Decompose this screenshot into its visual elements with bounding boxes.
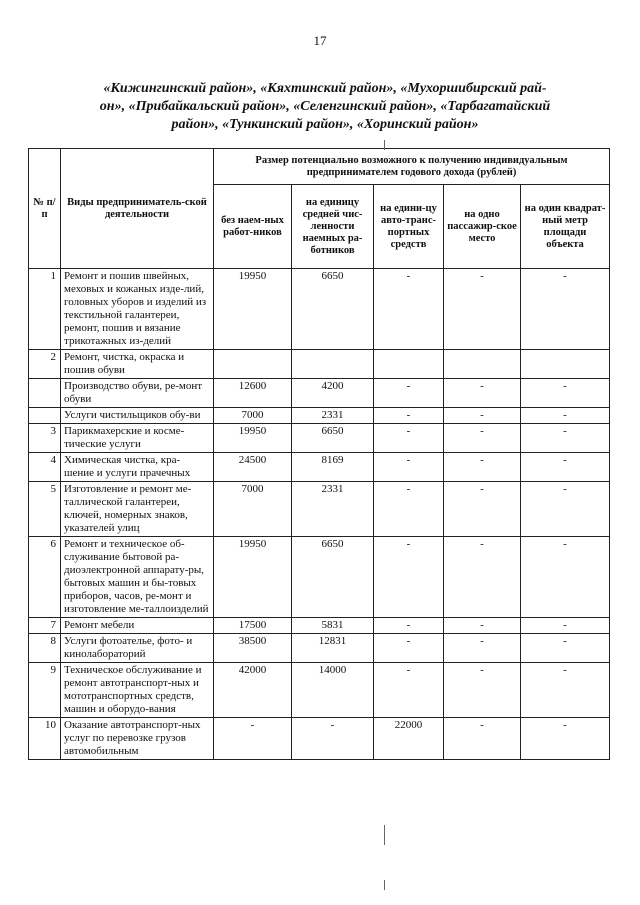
value-per-seat: - [444, 482, 521, 537]
header-per-sqm: на один квадрат-ный метр площади объекта [521, 185, 610, 269]
value-no-employees: 24500 [214, 453, 292, 482]
row-num [29, 379, 61, 408]
row-num: 6 [29, 537, 61, 618]
value-per-employee: 6650 [292, 537, 374, 618]
value-per-seat: - [444, 424, 521, 453]
value-per-sqm: - [521, 537, 610, 618]
value-no-employees: 12600 [214, 379, 292, 408]
value-per-employee [292, 350, 374, 379]
value-per-employee: 5831 [292, 618, 374, 634]
value-no-employees: 19950 [214, 424, 292, 453]
table-row [29, 379, 610, 408]
scan-artifact-line [384, 140, 385, 150]
value-no-employees: 17500 [214, 618, 292, 634]
value-per-employee: 6650 [292, 424, 374, 453]
value-per-sqm: - [521, 379, 610, 408]
value-per-seat: - [444, 453, 521, 482]
row-num: 2 [29, 350, 61, 379]
activity-type: Услуги фотоателье, фото- и кинолабораторий [61, 634, 214, 663]
activity-type: Парикмахерские и косме-тические услуги [61, 424, 214, 453]
header-no-employees: без наем-ных работ-ников [214, 185, 292, 269]
value-per-vehicle [374, 350, 444, 379]
value-per-seat: - [444, 408, 521, 424]
heading-line: он», «Прибайкальский район», «Селенгинский район», «Тарбагатайский [99, 99, 551, 114]
value-per-vehicle: - [374, 453, 444, 482]
row-num: 7 [29, 618, 61, 634]
value-per-seat: - [444, 537, 521, 618]
activity-type: Ремонт и пошив швейных, меховых и кожаных изде-лий, головных уборов и изделий из текстильной галантереи, ремонт, пошив и вязание трикотажных из-делий [61, 269, 214, 350]
row-num: 9 [29, 663, 61, 718]
table-row [29, 634, 610, 663]
page-number: 17 [313, 33, 327, 48]
value-no-employees: 42000 [214, 663, 292, 718]
scan-artifact-line [384, 825, 385, 845]
table-row [29, 663, 610, 718]
value-per-employee: 6650 [292, 269, 374, 350]
value-per-sqm: - [521, 453, 610, 482]
value-per-vehicle: - [374, 269, 444, 350]
activity-type: Производство обуви, ре-монт обуви [61, 379, 214, 408]
row-num: 5 [29, 482, 61, 537]
activity-type: Оказание автотранспорт-ных услуг по перевозке грузов автомобильным [61, 718, 214, 760]
value-per-sqm: - [521, 269, 610, 350]
table-row [29, 718, 610, 760]
value-per-vehicle: - [374, 537, 444, 618]
activity-type: Техническое обслуживание и ремонт автотранспорт-ных и мототранспортных средств, машин и оборудо-вания [61, 663, 214, 718]
activity-type: Изготовление и ремонт ме-таллической галантереи, ключей, номерных знаков, указателей улиц [61, 482, 214, 537]
header-num: № п/п [29, 149, 61, 269]
table-row [29, 269, 610, 350]
activity-type: Ремонт мебели [61, 618, 214, 634]
value-per-sqm: - [521, 718, 610, 760]
row-num: 1 [29, 269, 61, 350]
value-per-employee: 4200 [292, 379, 374, 408]
value-per-sqm: - [521, 634, 610, 663]
table-row [29, 350, 610, 379]
header-activity-type: Виды предприниматель-ской деятельности [61, 149, 214, 269]
value-per-vehicle: - [374, 408, 444, 424]
value-per-seat: - [444, 269, 521, 350]
row-num: 8 [29, 634, 61, 663]
value-per-seat: - [444, 718, 521, 760]
value-per-employee: - [292, 718, 374, 760]
heading-line: район», «Тункинский район», «Хоринский район» [171, 117, 479, 132]
value-no-employees: 7000 [214, 482, 292, 537]
value-per-employee: 2331 [292, 482, 374, 537]
header-income-group: Размер потенциально возможного к получению индивидуальным предпринимателем годового дохода (рублей) [214, 149, 610, 185]
header-per-seat: на одно пассажир-ское место [444, 185, 521, 269]
row-num: 3 [29, 424, 61, 453]
value-per-sqm: - [521, 424, 610, 453]
value-no-employees: 7000 [214, 408, 292, 424]
value-per-vehicle: - [374, 424, 444, 453]
value-per-seat: - [444, 379, 521, 408]
activity-type: Ремонт, чистка, окраска и пошив обуви [61, 350, 214, 379]
value-no-employees: 19950 [214, 537, 292, 618]
row-num: 10 [29, 718, 61, 760]
activity-type: Химическая чистка, кра-шение и услуги прачечных [61, 453, 214, 482]
value-per-sqm [521, 350, 610, 379]
value-per-seat: - [444, 634, 521, 663]
value-per-vehicle: - [374, 482, 444, 537]
table-row [29, 408, 610, 424]
activity-type: Услуги чистильщиков обу-ви [61, 408, 214, 424]
value-per-sqm: - [521, 618, 610, 634]
value-per-vehicle: 22000 [374, 718, 444, 760]
scan-artifact-line [384, 880, 385, 890]
value-per-seat: - [444, 618, 521, 634]
value-per-employee: 8169 [292, 453, 374, 482]
header-per-employee: на единицу средней чис-ленности наемных ра-ботников [292, 185, 374, 269]
table-row [29, 482, 610, 537]
value-no-employees: 19950 [214, 269, 292, 350]
table-row [29, 618, 610, 634]
value-per-employee: 14000 [292, 663, 374, 718]
value-per-vehicle: - [374, 634, 444, 663]
table-row [29, 453, 610, 482]
table-row [29, 537, 610, 618]
value-per-sqm: - [521, 408, 610, 424]
section-heading [60, 80, 590, 134]
value-per-employee: 2331 [292, 408, 374, 424]
value-per-sqm: - [521, 482, 610, 537]
value-per-employee: 12831 [292, 634, 374, 663]
table-row [29, 424, 610, 453]
value-no-employees [214, 350, 292, 379]
value-no-employees: 38500 [214, 634, 292, 663]
row-num: 4 [29, 453, 61, 482]
value-per-vehicle: - [374, 379, 444, 408]
income-table [28, 148, 610, 760]
header-per-vehicle: на едини-цу авто-транс-портных средств [374, 185, 444, 269]
value-per-seat: - [444, 663, 521, 718]
row-num [29, 408, 61, 424]
value-per-sqm: - [521, 663, 610, 718]
value-per-seat [444, 350, 521, 379]
value-per-vehicle: - [374, 618, 444, 634]
value-per-vehicle: - [374, 663, 444, 718]
value-no-employees: - [214, 718, 292, 760]
activity-type: Ремонт и техническое об-служивание бытовой ра-диоэлектронной аппарату-ры, бытовых машин и бы-товых приборов, часов, ре-монт и изготовление ме-таллоизделий [61, 537, 214, 618]
heading-line: «Кижингинский район», «Кяхтинский район», «Мухоршибирский рай- [103, 81, 547, 96]
